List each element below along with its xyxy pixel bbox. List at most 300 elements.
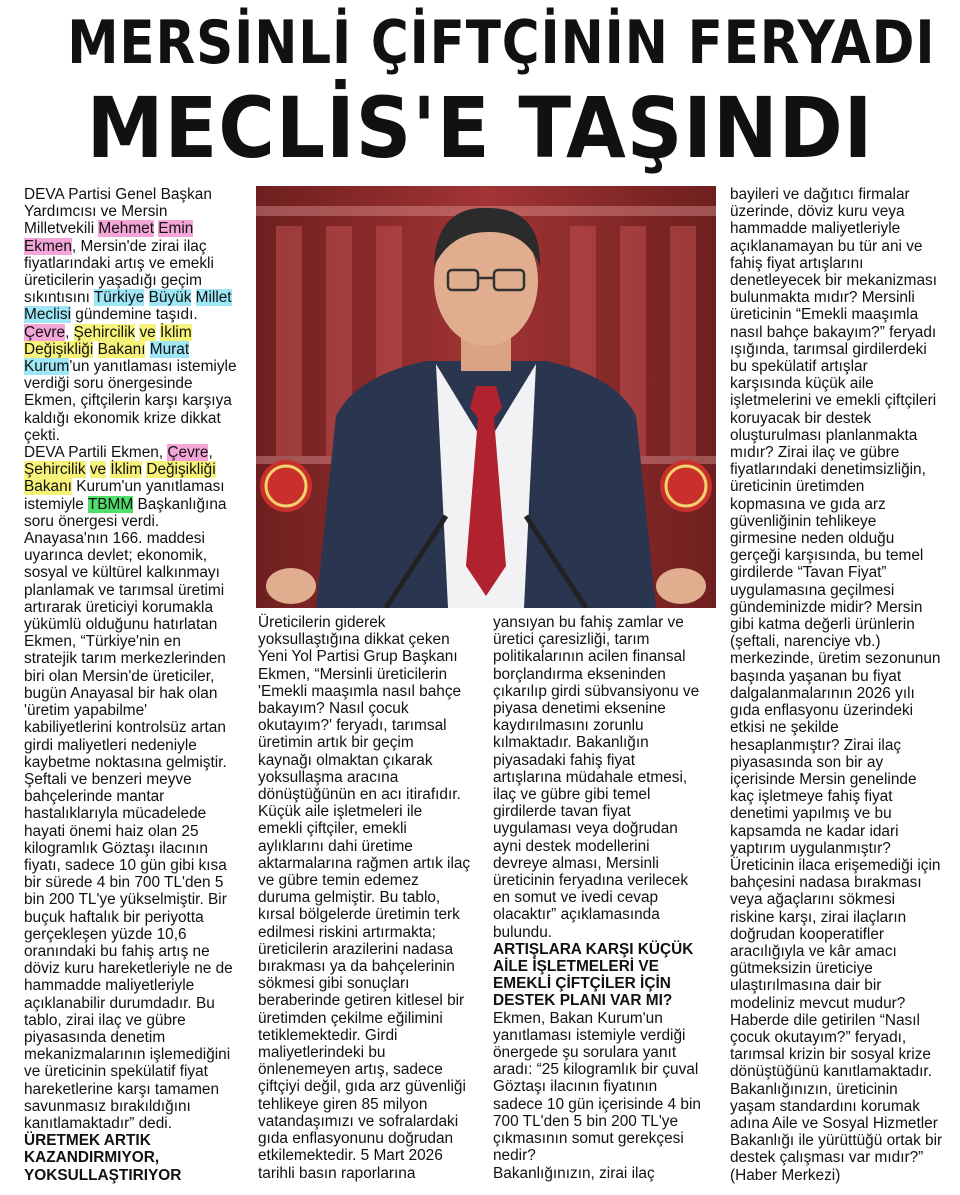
text-segment: üreticinin feryadına verilecek	[493, 872, 689, 890]
text-line	[24, 805, 252, 822]
text-line	[730, 1029, 958, 1046]
highlighted-text: Emin	[158, 220, 194, 238]
text-segment: açıklanamayan bu tür ani ve	[730, 237, 923, 255]
text-segment: aracılığıyla ve kâr amacı	[730, 942, 897, 960]
article-column-3	[493, 614, 718, 1182]
text-line	[730, 1132, 958, 1149]
text-line	[730, 1167, 958, 1184]
text-segment: borçlandırma ekseninden	[493, 665, 666, 683]
text-segment: istemiyle	[24, 495, 88, 513]
text-segment: adına Aile ve Sosyal Hizmetler	[730, 1114, 938, 1132]
text-line	[24, 943, 252, 960]
text-line	[730, 788, 958, 805]
text-segment: önlenemeyen artış, sadece	[258, 1061, 443, 1079]
text-segment: doğrudan kooperatifler	[730, 925, 885, 943]
text-line	[730, 737, 958, 754]
text-segment: üreticilerin yaşadığı geçim	[24, 272, 202, 290]
text-segment: biri olan Mersin'de üreticiler,	[24, 667, 215, 685]
text-line	[493, 838, 718, 855]
text-segment: etkisi ne şekilde	[730, 719, 839, 737]
text-segment: 'un yanıtlaması istemiyle	[69, 358, 237, 376]
text-line	[493, 1044, 718, 1061]
text-line	[730, 909, 958, 926]
text-line	[730, 478, 958, 495]
text-segment: piyasadaki fahiş fiyat	[493, 751, 636, 769]
text-segment: çıkmasının somut gerekçesi	[493, 1130, 684, 1148]
text-segment: mıdır? Zirai ilaç ve gübre	[730, 444, 900, 462]
text-segment: oluşturulması planlanmakta	[730, 426, 918, 444]
text-line	[24, 461, 252, 478]
text-line	[493, 752, 718, 769]
text-line	[258, 1044, 480, 1061]
text-segment	[144, 289, 148, 306]
text-line	[493, 666, 718, 683]
text-segment: politikalarının acilen finansal	[493, 648, 686, 666]
text-line	[24, 650, 252, 667]
text-line	[24, 513, 252, 530]
text-line	[258, 855, 480, 872]
text-line	[258, 1096, 480, 1113]
text-segment: Ekmen, Bakan Kurum'un	[493, 1009, 663, 1027]
text-line	[24, 1098, 252, 1115]
text-line	[493, 889, 718, 906]
text-segment: 'üretim yapabilme'	[24, 702, 148, 720]
text-segment: hayati önemi haiz olan 25	[24, 822, 199, 840]
text-line	[730, 668, 958, 685]
text-segment: Yardımcısı ve Mersin	[24, 203, 168, 221]
text-segment: Anayasa'nın 166. maddesi	[24, 530, 205, 548]
text-line	[258, 1027, 480, 1044]
text-line	[730, 960, 958, 977]
text-segment: nedir?	[493, 1147, 536, 1165]
subheading-line	[493, 975, 718, 992]
text-segment: Başkanlığına	[133, 495, 227, 513]
text-line	[24, 599, 252, 616]
text-segment: gıda enflasyonunu doğrudan	[258, 1130, 454, 1148]
text-segment: nasıl bahçe bakayım?” feryadı	[730, 323, 937, 341]
text-line	[258, 648, 480, 665]
text-line	[730, 943, 958, 960]
text-line	[24, 444, 252, 461]
text-segment: gütmeksizin üreticiye	[730, 960, 873, 978]
text-line	[24, 719, 252, 736]
text-segment: fiyatlarındaki artış ve emekli	[24, 254, 214, 272]
text-line	[730, 771, 958, 788]
text-segment: veya ağaçlarını sökmesi	[730, 891, 896, 909]
text-line	[730, 427, 958, 444]
text-segment: mekanizmalarının işlemediğini	[24, 1046, 231, 1064]
text-segment: açıklanabilir durumdadır. Bu	[24, 994, 215, 1012]
text-segment: ulaştırılmasına dair bir	[730, 977, 882, 995]
highlighted-text: Türkiye	[93, 289, 145, 307]
text-segment: KAZANDIRMIYOR,	[24, 1149, 160, 1167]
text-line	[730, 685, 958, 702]
text-line	[258, 631, 480, 648]
text-line	[258, 1113, 480, 1130]
text-line	[493, 648, 718, 665]
text-line	[493, 631, 718, 648]
text-segment: tarımsal krizin bir sosyal krize	[730, 1046, 931, 1064]
text-line	[730, 995, 958, 1012]
text-segment: Bakanlığı ile yürüttüğü ortak bir	[730, 1132, 943, 1150]
text-segment: uygulaması veya doğrudan	[493, 820, 678, 838]
text-line	[730, 599, 958, 616]
highlighted-text: Bakanı	[97, 340, 146, 358]
text-line	[258, 1147, 480, 1164]
text-line	[258, 872, 480, 889]
highlighted-text: Mehmet	[98, 220, 155, 238]
text-line	[24, 255, 252, 272]
text-segment: kaydırılmasını zorunlu	[493, 717, 644, 735]
text-line	[730, 375, 958, 392]
text-line	[258, 820, 480, 837]
text-line	[24, 530, 252, 547]
text-line	[730, 272, 958, 289]
text-line	[24, 840, 252, 857]
text-line	[730, 203, 958, 220]
text-segment: girdilerde tavan fiyat	[493, 803, 631, 821]
text-segment: ayni destek modellerini	[493, 837, 650, 855]
text-line	[730, 840, 958, 857]
text-segment: savunmasız bırakıldığını	[24, 1097, 191, 1115]
text-segment: fahiş fiyat artışlarını	[730, 254, 864, 272]
text-segment: içerisinde Mersin genelinde	[730, 770, 917, 788]
text-segment: dönüştüğünün en acı itirafıdır.	[258, 786, 461, 804]
subheading-line	[24, 1167, 252, 1184]
text-line	[730, 392, 958, 409]
text-line	[24, 857, 252, 874]
text-line	[493, 1113, 718, 1130]
text-segment: en somut ve ivedi cevap	[493, 889, 659, 907]
text-line	[493, 1096, 718, 1113]
text-segment: ilaç ve gübre gibi temel	[493, 786, 651, 804]
text-segment: kabiliyetlerini kontrolsüz artan	[24, 719, 226, 737]
text-segment: kılmaktadır. Bakanlığın	[493, 734, 649, 752]
text-line	[493, 683, 718, 700]
text-line	[24, 754, 252, 771]
text-line	[258, 975, 480, 992]
text-line	[258, 1165, 480, 1182]
text-segment: dönüştüğünü kanıtlamaktadır.	[730, 1063, 932, 1081]
text-line	[24, 341, 252, 358]
text-segment: ,	[65, 323, 74, 341]
text-segment: verdiği soru önergesinde	[24, 375, 193, 393]
text-segment: sıkıntısını	[24, 289, 94, 307]
text-line	[258, 752, 480, 769]
text-line	[258, 889, 480, 906]
text-line	[24, 496, 252, 513]
text-line	[730, 1098, 958, 1115]
text-segment: okutayım?' feryadı, tarımsal	[258, 717, 447, 735]
text-line	[493, 820, 718, 837]
text-segment: girdi maliyetleri nedeniyle	[24, 736, 197, 754]
text-segment: (şeftali, narenciye vb.)	[730, 633, 881, 651]
text-line	[24, 977, 252, 994]
text-line	[24, 668, 252, 685]
text-segment: gündeminizde midir? Mersin	[730, 598, 923, 616]
text-segment: gerçekleşen yüzde 10,6	[24, 925, 187, 943]
text-segment: ve gübre temin edemez	[258, 872, 419, 890]
text-segment: bir sürede 4 bin 700 TL'den 5	[24, 874, 224, 892]
text-line	[24, 616, 252, 633]
text-segment: duruma gelmiştir. Bu tablo,	[258, 889, 441, 907]
text-line	[493, 924, 718, 941]
text-line	[730, 616, 958, 633]
article-column-2	[258, 614, 480, 1182]
text-line	[24, 737, 252, 754]
text-segment: gıda enflasyonu üzerindeki	[730, 702, 914, 720]
text-segment: olacaktır” açıklamasında	[493, 906, 660, 924]
text-segment: gerçeği karşısında, bu temel	[730, 547, 924, 565]
portrait-photo-illustration	[256, 186, 716, 608]
text-segment: dalgalanmalarının 2026 yılı	[730, 684, 915, 702]
text-segment: kapsamda ne kadar idari	[730, 822, 899, 840]
text-line	[730, 306, 958, 323]
text-line	[493, 786, 718, 803]
text-segment: etkilemektedir. 5 Mart 2026	[258, 1147, 443, 1165]
text-segment: önergede şu sorulara yanıt	[493, 1044, 677, 1062]
text-line	[24, 1081, 252, 1098]
text-segment: beraberinde getiren kitlesel bir	[258, 992, 465, 1010]
text-line	[24, 478, 252, 495]
text-segment: destek çalışması var mıdır?”	[730, 1149, 924, 1167]
text-line	[24, 823, 252, 840]
text-segment: fiyatı, sadece 10 gün gibi kısa	[24, 856, 227, 874]
text-line	[493, 1165, 718, 1182]
text-segment: piyasasında son bir ay	[730, 753, 884, 771]
text-segment: hammadde maliyetleriyle	[730, 220, 901, 238]
text-line	[730, 238, 958, 255]
text-segment: denetimi yapılmış ve bu	[730, 805, 892, 823]
text-segment: piyasa denetimi eksenine	[493, 700, 666, 718]
text-line	[24, 564, 252, 581]
text-line	[24, 960, 252, 977]
text-segment: tarihli basın raporlarına	[258, 1164, 416, 1182]
text-line	[730, 633, 958, 650]
portrait-photo	[256, 186, 716, 608]
text-segment: hesaplanmıştır? Zirai ilaç	[730, 736, 902, 754]
text-line	[258, 734, 480, 751]
text-segment: Bakanlığınızın, üreticinin	[730, 1080, 898, 1098]
text-line	[258, 803, 480, 820]
text-line	[258, 614, 480, 631]
text-line	[24, 909, 252, 926]
text-segment: döviz kuru hareketleriyle ne de	[24, 960, 233, 978]
text-line	[258, 1130, 480, 1147]
text-segment: devreye alması, Mersinli	[493, 854, 659, 872]
text-segment: işletmelerini ve emekli çiftçileri	[730, 392, 937, 410]
text-line	[730, 823, 958, 840]
text-segment: bulunmakta mıdır? Mersinli	[730, 289, 915, 307]
text-line	[24, 375, 252, 392]
highlighted-text: ve	[89, 461, 107, 479]
highlighted-text: Kurum	[24, 358, 70, 376]
subheading-line	[493, 941, 718, 958]
text-segment: girmesine neden olduğu	[730, 530, 895, 548]
text-segment: üreticinin üretimden	[730, 478, 865, 496]
text-segment: bakayım? Nasıl çocuk	[258, 700, 409, 718]
text-line	[730, 496, 958, 513]
text-line	[493, 1027, 718, 1044]
text-segment: Küçük aile işletmeleri ile	[258, 803, 423, 821]
text-line	[24, 272, 252, 289]
text-segment: Yeni Yol Partisi Grup Başkanı	[258, 648, 458, 666]
text-segment: DEVA Partili Ekmen,	[24, 444, 168, 462]
text-line	[258, 941, 480, 958]
text-line	[730, 513, 958, 530]
text-line	[258, 924, 480, 941]
text-segment: ARTIŞLARA KARŞI KÜÇÜK	[493, 940, 694, 958]
text-line	[24, 995, 252, 1012]
text-line	[730, 1063, 958, 1080]
text-line	[24, 1046, 252, 1063]
text-segment: buçuk haftalık bir periyotta	[24, 908, 204, 926]
highlighted-text: İklim	[160, 323, 192, 341]
text-segment: bu spekülatif artışlar	[730, 358, 868, 376]
text-line	[493, 1130, 718, 1147]
text-segment: aktarmalarına rağmen artık ilaç	[258, 854, 471, 872]
text-segment: Üreticinin ilaca erişemediği için	[730, 856, 941, 874]
text-line	[493, 734, 718, 751]
highlighted-text: İklim	[110, 461, 143, 479]
text-line	[24, 685, 252, 702]
text-segment: çocuk okutayım?” feryadı,	[730, 1028, 907, 1046]
text-segment: planlamak ve tarımsal üretimi	[24, 581, 225, 599]
text-line	[24, 392, 252, 409]
text-segment: yoksullaştığına dikkat çeken	[258, 631, 450, 649]
text-line	[24, 891, 252, 908]
text-segment: stratejik tarım merkezlerinden	[24, 650, 226, 668]
text-line	[258, 1061, 480, 1078]
text-line	[24, 186, 252, 203]
text-segment: Göztaşı ilacının fiyatının	[493, 1078, 658, 1096]
text-segment: maliyetlerindeki bu	[258, 1044, 386, 1062]
text-segment: kilogramlık Göztaşı ilacının	[24, 839, 208, 857]
text-segment: yansıyan bu fahiş zamlar ve	[493, 614, 684, 631]
text-segment: 700 TL'den 5 bin 200 TL'ye	[493, 1112, 679, 1130]
text-line	[730, 1081, 958, 1098]
subheading-line	[493, 958, 718, 975]
text-line	[730, 564, 958, 581]
highlighted-text: Büyük	[148, 289, 192, 307]
text-segment: hareketlerine karşı tamamen	[24, 1080, 220, 1098]
text-segment: yanıtlaması istemiyle verdiği	[493, 1026, 686, 1044]
highlighted-text: Millet	[195, 289, 232, 307]
text-line	[24, 410, 252, 427]
text-segment: Şeftali ve benzeri meyve	[24, 770, 192, 788]
text-segment: hammadde maliyetleriyle	[24, 977, 195, 995]
text-line	[258, 838, 480, 855]
text-line	[493, 1147, 718, 1164]
text-line	[730, 186, 958, 203]
text-line	[730, 891, 958, 908]
text-segment	[93, 341, 97, 358]
text-line	[24, 203, 252, 220]
text-line	[493, 700, 718, 717]
text-segment: bırakması ya da bahçelerinin	[258, 958, 455, 976]
text-line	[493, 872, 718, 889]
text-line	[24, 547, 252, 564]
text-segment: DEVA Partisi Genel Başkan	[24, 186, 212, 203]
text-line	[730, 530, 958, 547]
highlighted-text: Murat	[149, 340, 190, 358]
text-segment: üreticinin “Emekli maaşımla	[730, 306, 919, 324]
headline-line-2: MECLİS'E TAŞINDI	[86, 79, 874, 177]
text-segment: çekti.	[24, 426, 60, 444]
text-line	[258, 992, 480, 1009]
text-segment: yoksullaşma aracına	[258, 768, 399, 786]
subheading-line	[24, 1132, 252, 1149]
text-segment: ışığında, tarımsal girdilerdeki	[730, 340, 927, 358]
text-segment: başında yaşanan bu fiyat	[730, 667, 902, 685]
highlighted-text: Şehircilik	[24, 461, 86, 479]
text-segment: merkezinde, üretim sezonunun	[730, 650, 941, 668]
highlighted-text: Ekmen	[24, 237, 72, 255]
text-segment: riskine karşı, zirai ilaçların	[730, 908, 907, 926]
text-segment: kaldığı ekonomik krize dikkat	[24, 409, 221, 427]
text-line	[258, 1078, 480, 1095]
text-segment: Ekmen, “Mersinli üreticilerin	[258, 665, 448, 683]
text-segment: güvenliğinin tehlikeye	[730, 512, 877, 530]
text-line	[24, 788, 252, 805]
text-segment: artışlarına müdahale etmesi,	[493, 768, 688, 786]
text-line	[24, 220, 252, 237]
text-segment: çıkarılıp girdi sübvansiyonu ve	[493, 682, 700, 700]
text-line	[258, 769, 480, 786]
text-line	[730, 650, 958, 667]
text-segment: kaç işletmeye fahiş fiyat	[730, 788, 893, 806]
text-line	[258, 700, 480, 717]
text-line	[730, 1149, 958, 1166]
text-segment: Kurum'un yanıtlaması	[71, 478, 225, 496]
text-segment: hastalıklarıyla mücadelede	[24, 805, 207, 823]
text-line	[730, 582, 958, 599]
text-line	[730, 220, 958, 237]
text-line	[730, 547, 958, 564]
text-line	[24, 1115, 252, 1132]
text-segment: gündemine taşıdı.	[71, 306, 198, 324]
text-line	[730, 410, 958, 427]
text-segment: artırarak üreticiyi korumakla	[24, 598, 214, 616]
text-line	[24, 926, 252, 943]
text-segment: DESTEK PLANI VAR MI?	[493, 992, 673, 1010]
text-segment: kaynağı olmaktan çıkarak	[258, 751, 433, 769]
text-line	[730, 805, 958, 822]
text-segment: uyarınca devlet; ekonomik,	[24, 547, 208, 565]
text-line	[730, 719, 958, 736]
subheading-line	[493, 992, 718, 1009]
text-segment: fiyatlarındaki denetimsizliğin,	[730, 461, 926, 479]
text-segment: üretimden çekilme eğilimini	[258, 1009, 443, 1027]
text-line	[24, 874, 252, 891]
text-line	[24, 1029, 252, 1046]
text-segment: kırsal bölgelerde üretimin terk	[258, 906, 460, 924]
text-segment: yükümlü olduğunu hatırlatan	[24, 616, 218, 634]
text-segment: Milletvekili	[24, 220, 99, 238]
text-line	[258, 958, 480, 975]
text-line	[730, 1012, 958, 1029]
text-line	[493, 769, 718, 786]
text-segment: koruyacak bir destek	[730, 409, 872, 427]
text-line	[24, 306, 252, 323]
text-segment: soru önergesi verdi.	[24, 512, 160, 530]
text-segment: denetleyecek bir mekanizması	[730, 272, 938, 290]
text-segment: sökmesi gibi sonuçları	[258, 975, 410, 993]
text-segment: modeliniz mevcut mudur?	[730, 994, 906, 1012]
highlighted-text: Çevre	[24, 323, 66, 341]
text-line	[493, 717, 718, 734]
text-line	[493, 1010, 718, 1027]
